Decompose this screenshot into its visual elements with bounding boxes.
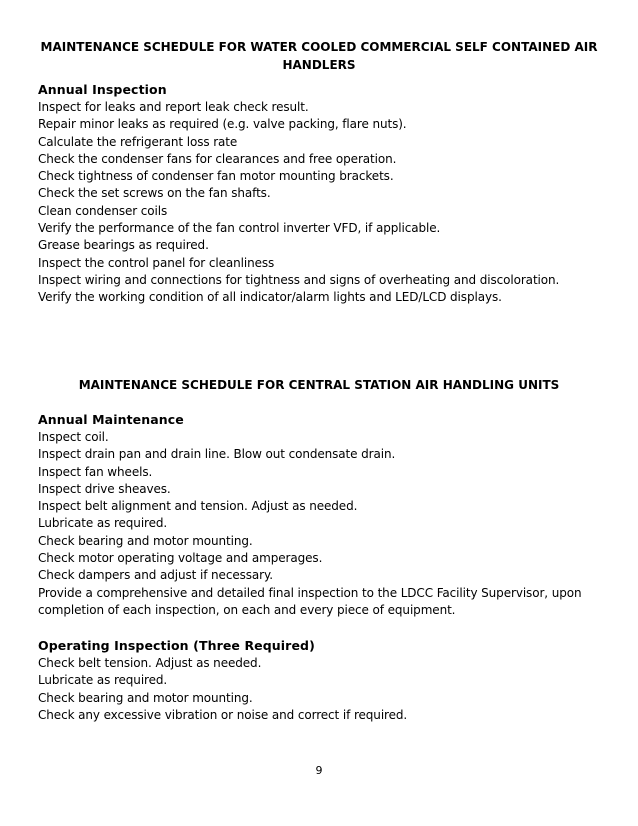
- section-title-self-contained: [30, 38, 608, 74]
- list-item: Repair minor leaks as required (e.g. valve packing, flare nuts).: [38, 117, 407, 132]
- list-item: Inspect fan wheels.: [38, 464, 153, 479]
- list-item: Verify the working condition of all indicator/alarm lights and LED/LCD displays.: [38, 290, 502, 305]
- list-item: Check tightness of condenser fan motor mounting brackets.: [38, 169, 394, 184]
- list-item: Inspect the control panel for cleanliness: [38, 255, 275, 270]
- annual-inspection-block: [38, 81, 608, 307]
- list-item: Check dampers and adjust if necessary.: [38, 568, 273, 583]
- list-item: Inspect wiring and connections for tightness and signs of overheating and discoloration.: [38, 272, 560, 287]
- section-title-line-1: MAINTENANCE SCHEDULE FOR WATER COOLED COMMERCIAL SELF CONTAINED AIR: [40, 40, 598, 54]
- list-item: Provide a comprehensive and detailed final inspection to the LDCC Facility Supervisor, upon: [38, 585, 582, 600]
- list-item: Inspect drain pan and drain line. Blow out condensate drain.: [38, 447, 396, 462]
- list-item: Inspect coil.: [38, 430, 109, 444]
- list-item: Inspect drive sheaves.: [38, 481, 171, 496]
- annual-maintenance-list: [38, 429, 608, 619]
- list-item: Calculate the refrigerant loss rate: [38, 134, 238, 149]
- list-item: Lubricate as required.: [38, 673, 168, 688]
- list-item: Clean condenser coils: [38, 203, 168, 218]
- section-title-central-station: MAINTENANCE SCHEDULE FOR CENTRAL STATION AIR HANDLING UNITS: [78, 378, 560, 392]
- list-item: Check any excessive vibration or noise and correct if required.: [38, 707, 408, 722]
- list-item: Inspect belt alignment and tension. Adjust as needed.: [38, 499, 358, 514]
- list-item: Check bearing and motor mounting.: [38, 533, 253, 548]
- list-item: Lubricate as required.: [38, 516, 168, 531]
- operating-inspection-heading: Operating Inspection (Three Required): [38, 638, 315, 653]
- page-number: 9: [315, 764, 323, 777]
- annual-inspection-heading: Annual Inspection: [38, 82, 167, 97]
- list-item: completion of each inspection, on each and every piece of equipment.: [38, 602, 456, 617]
- section-title-line-2: HANDLERS: [282, 58, 356, 72]
- annual-maintenance-heading: Annual Maintenance: [38, 412, 184, 427]
- list-item: Check belt tension. Adjust as needed.: [38, 656, 262, 670]
- annual-inspection-list: [38, 99, 608, 307]
- list-item: Inspect for leaks and report leak check result.: [38, 100, 309, 114]
- list-item: Check motor operating voltage and amperages.: [38, 551, 323, 566]
- list-item: Check bearing and motor mounting.: [38, 690, 253, 705]
- annual-maintenance-block: [38, 411, 608, 619]
- list-item: Check the condenser fans for clearances and free operation.: [38, 151, 397, 166]
- list-item: Grease bearings as required.: [38, 238, 209, 253]
- list-item: Verify the performance of the fan control inverter VFD, if applicable.: [38, 221, 441, 236]
- operating-inspection-list: [38, 655, 608, 724]
- operating-inspection-block: [38, 637, 608, 724]
- list-item: Check the set screws on the fan shafts.: [38, 186, 271, 201]
